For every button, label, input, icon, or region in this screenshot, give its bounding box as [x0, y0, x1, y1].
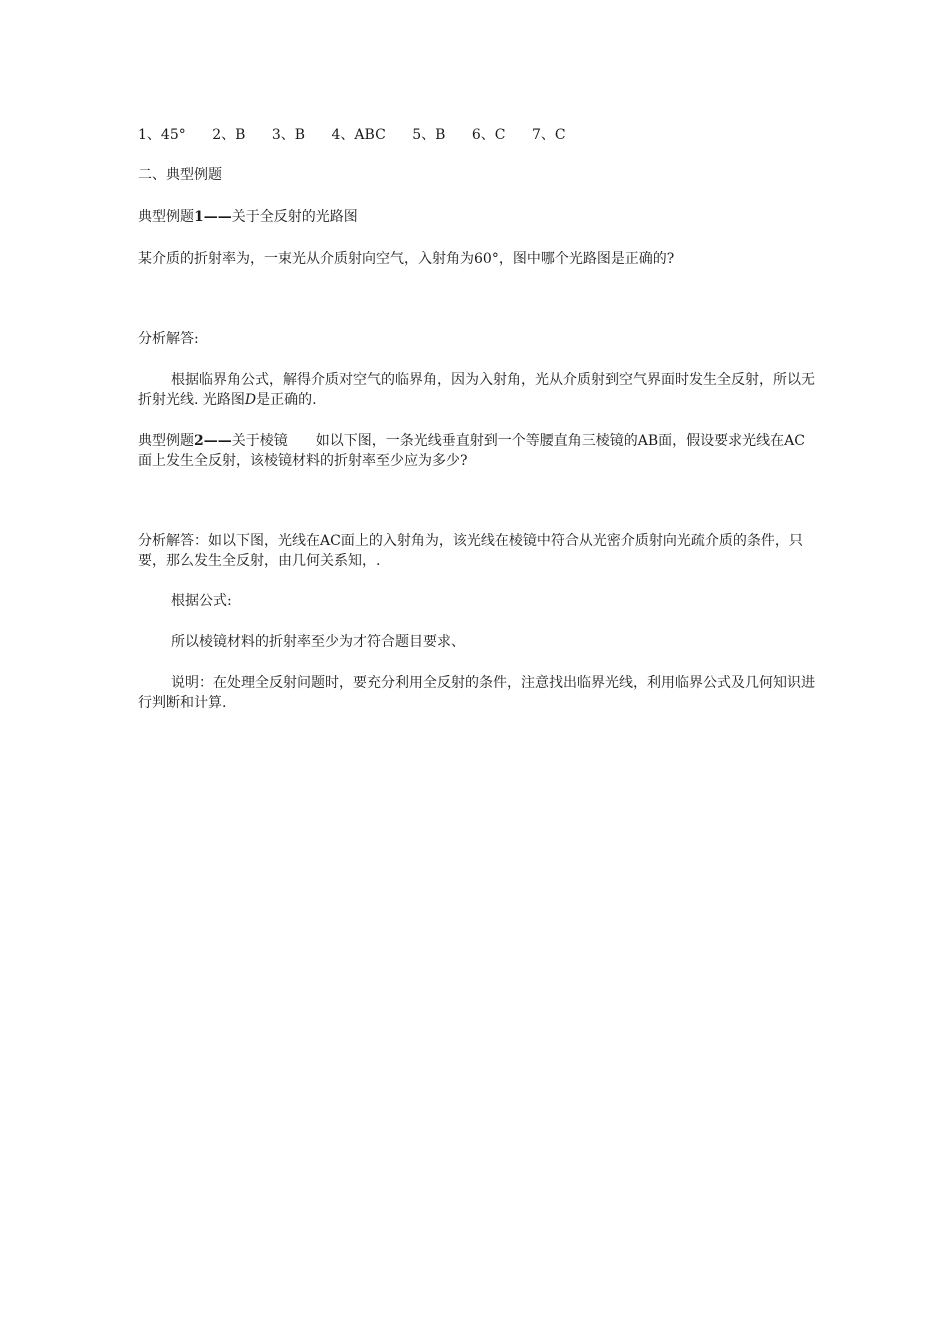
example2-paragraph [138, 431, 818, 471]
answer-4: 4、ABC [331, 127, 386, 143]
example1-question: 某介质的折射率为，一束光从介质射向空气，入射角为60°，图中哪个光路图是正确的? [138, 251, 675, 267]
answer-3: 3、B [271, 127, 306, 143]
example1-analysis-answer: D [244, 392, 257, 408]
example2-title-number: 2 [194, 433, 204, 449]
example1-title-prefix: 典型例题 [138, 209, 194, 225]
example1-analysis-part2: 是正确的. [256, 392, 317, 408]
example1-analysis-label: 分析解答: [138, 331, 199, 347]
answer-2: 2、B [212, 127, 246, 143]
answer-6: 6、C [471, 127, 506, 143]
example2-analysis: 分析解答：如以下图，光线在AC面上的入射角为，该光线在棱镜中符合从光密介质射向光疏介质的条件，只要，那么发生全反射，由几何关系知，. [138, 533, 803, 569]
example2-question: 如以下图，一条光线垂直射到一个等腰直角三棱镜的AB面，假设要求光线在AC面上发生全反射，该棱镜材料的折射率至少应为多少? [138, 433, 805, 469]
example1-title-rest: 关于全反射的光路图 [231, 209, 358, 225]
example2-title-prefix: 典型例题 [138, 433, 194, 449]
answer-5: 5、B [412, 127, 446, 143]
example2-title-dash: —— [203, 433, 232, 449]
answer-key-line [138, 125, 818, 145]
example1-analysis [138, 370, 818, 410]
example1-title [138, 207, 818, 227]
example1-title-number: 1 [194, 209, 204, 225]
example1-title-dash: —— [203, 209, 232, 225]
answer-7: 7、C [531, 127, 566, 143]
example2-conclusion: 所以棱镜材料的折射率至少为才符合题目要求、 [171, 634, 465, 650]
example2-formula-line: 根据公式: [171, 593, 232, 609]
example1-analysis-part1: 根据临界角公式，解得介质对空气的临界角，因为入射角，光从介质射到空气界面时发生全反射，所以无折射光线. 光路图 [138, 372, 815, 408]
section-heading: 二、典型例题 [138, 167, 222, 183]
example2-note: 说明：在处理全反射问题时，要充分利用全反射的条件，注意找出临界光线，利用临界公式及几何知识进行判断和计算. [138, 675, 815, 711]
example2-title-rest: 关于棱镜 [231, 433, 288, 449]
answer-1: 1、45° [138, 127, 186, 143]
